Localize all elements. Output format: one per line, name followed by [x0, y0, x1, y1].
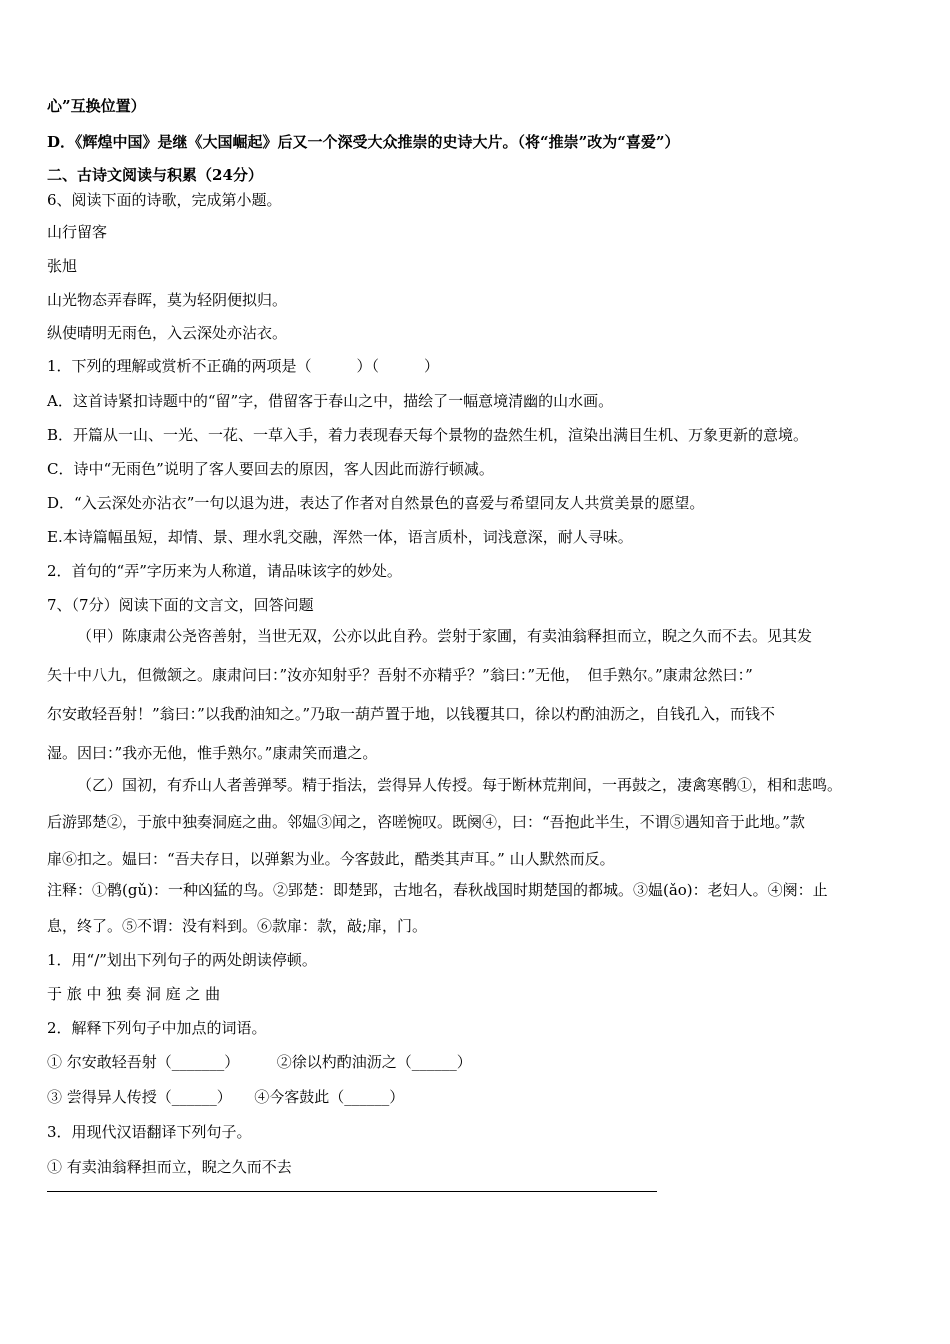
- q7-sub2-row-1: ① 尔安敢轻吾射（_______） ②徐以杓酌油沥之（______）: [47, 1053, 472, 1071]
- document-page: [47, 96, 917, 1192]
- poem-author: 张旭: [47, 257, 78, 275]
- answer-line: [47, 1191, 657, 1192]
- q7-sub2: 2．解释下列句子中加点的词语。: [47, 1019, 267, 1037]
- q7-sub2-row-2: ③ 尝得异人传授（______） ④今客鼓此（______）: [47, 1088, 405, 1106]
- q6-option-c: C．诗中“无雨色”说明了客人要回去的原因，客人因此而游行顿减。: [47, 460, 494, 478]
- notes-line-2: 息，终了。⑤不谓：没有料到。⑥款扉：款，敲;扉，门。: [47, 917, 428, 935]
- option-c-continued: 心”互换位置）: [47, 97, 146, 115]
- option-d: D．《辉煌中国》是继《大国崛起》后又一个深受大众推崇的史诗大片。（将“推崇”改为“喜爱”）: [47, 133, 680, 151]
- poem-line-1: 山光物态弄春晖，莫为轻阴便拟归。: [47, 291, 288, 309]
- passage-yi-line-2: 后游郢楚②，于旅中独奏洞庭之曲。邻媪③闻之，咨嗟惋叹。既阕④，曰：“吾抱此半生，不谓⑤遇知音于此地。”款: [47, 813, 805, 831]
- q6-option-a: A．这首诗紧扣诗题中的“留”字，借留客于春山之中，描绘了一幅意境清幽的山水画。: [47, 392, 614, 410]
- q6-stem: 6、阅读下面的诗歌，完成第小题。: [47, 191, 282, 209]
- q7-sub3: 3．用现代汉语翻译下列句子。: [47, 1123, 252, 1141]
- passage-jia-line-2: 矢十中八九，但微颔之。康肃问曰：”汝亦知射乎？吾射不亦精乎？”翁曰：”无他， 但手熟尔。”康肃忿然曰：”: [47, 666, 753, 684]
- poem-line-2: 纵使晴明无雨色，入云深处亦沾衣。: [47, 324, 288, 342]
- passage-yi-line-3: 扉⑥扣之。媪曰：“吾夫存日，以弹絮为业。今客鼓此，酷类其声耳。” 山人默然而反。: [47, 850, 615, 868]
- q6-option-b: B．开篇从一山、一光、一花、一草入手，着力表现春天每个景物的盎然生机，渲染出满目生机、万象更新的意境。: [47, 426, 809, 444]
- passage-jia-line-4: 湿。因曰：”我亦无他，惟手熟尔。”康肃笑而遣之。: [47, 744, 378, 762]
- q6-option-d: D．“入云深处亦沾衣”一句以退为进，表达了作者对自然景色的喜爱与希望同友人共赏美景的愿望。: [47, 494, 705, 512]
- q7-stem: 7、（7分）阅读下面的文言文，回答问题: [47, 596, 314, 614]
- q6-option-e: E.本诗篇幅虽短，却情、景、理水乳交融，浑然一体，语言质朴，词浅意深，耐人寻味。: [47, 528, 633, 546]
- q6-sub1: 1．下列的理解或赏析不正确的两项是（ ）（ ）: [47, 357, 440, 375]
- q6-sub2: 2．首句的“弄”字历来为人称道，请品味该字的妙处。: [47, 562, 402, 580]
- notes-line-1: 注释：①鹘(gǔ)：一种凶猛的鸟。②郢楚：即楚郢，古地名，春秋战国时期楚国的都城。③媪(ǎo)：老妇人。④阕：止: [47, 881, 828, 899]
- q7-sub1: 1．用“/”划出下列句子的两处朗读停顿。: [47, 951, 317, 969]
- q7-sub3-item-1: ① 有卖油翁释担而立，睨之久而不去: [47, 1158, 292, 1176]
- q7-sub1-sentence: 于 旅 中 独 奏 洞 庭 之 曲: [47, 985, 221, 1003]
- section-2-title: 二、古诗文阅读与积累（24分）: [47, 166, 263, 184]
- passage-yi-line-1: （乙）国初，有乔山人者善弹琴。精于指法，尝得异人传授。每于断林荒荆间，一再鼓之，凄禽寒鹘①，相和悲鸣。: [77, 776, 843, 794]
- passage-jia-line-3: 尔安敢轻吾射！”翁曰：”以我酌油知之。”乃取一葫芦置于地，以钱覆其口，徐以杓酌油沥之，自钱孔入，而钱不: [47, 705, 776, 723]
- poem-title: 山行留客: [47, 223, 108, 241]
- passage-jia-line-1: （甲）陈康肃公尧咨善射，当世无双，公亦以此自矜。尝射于家圃，有卖油翁释担而立，睨之久而不去。见其发: [77, 627, 813, 645]
